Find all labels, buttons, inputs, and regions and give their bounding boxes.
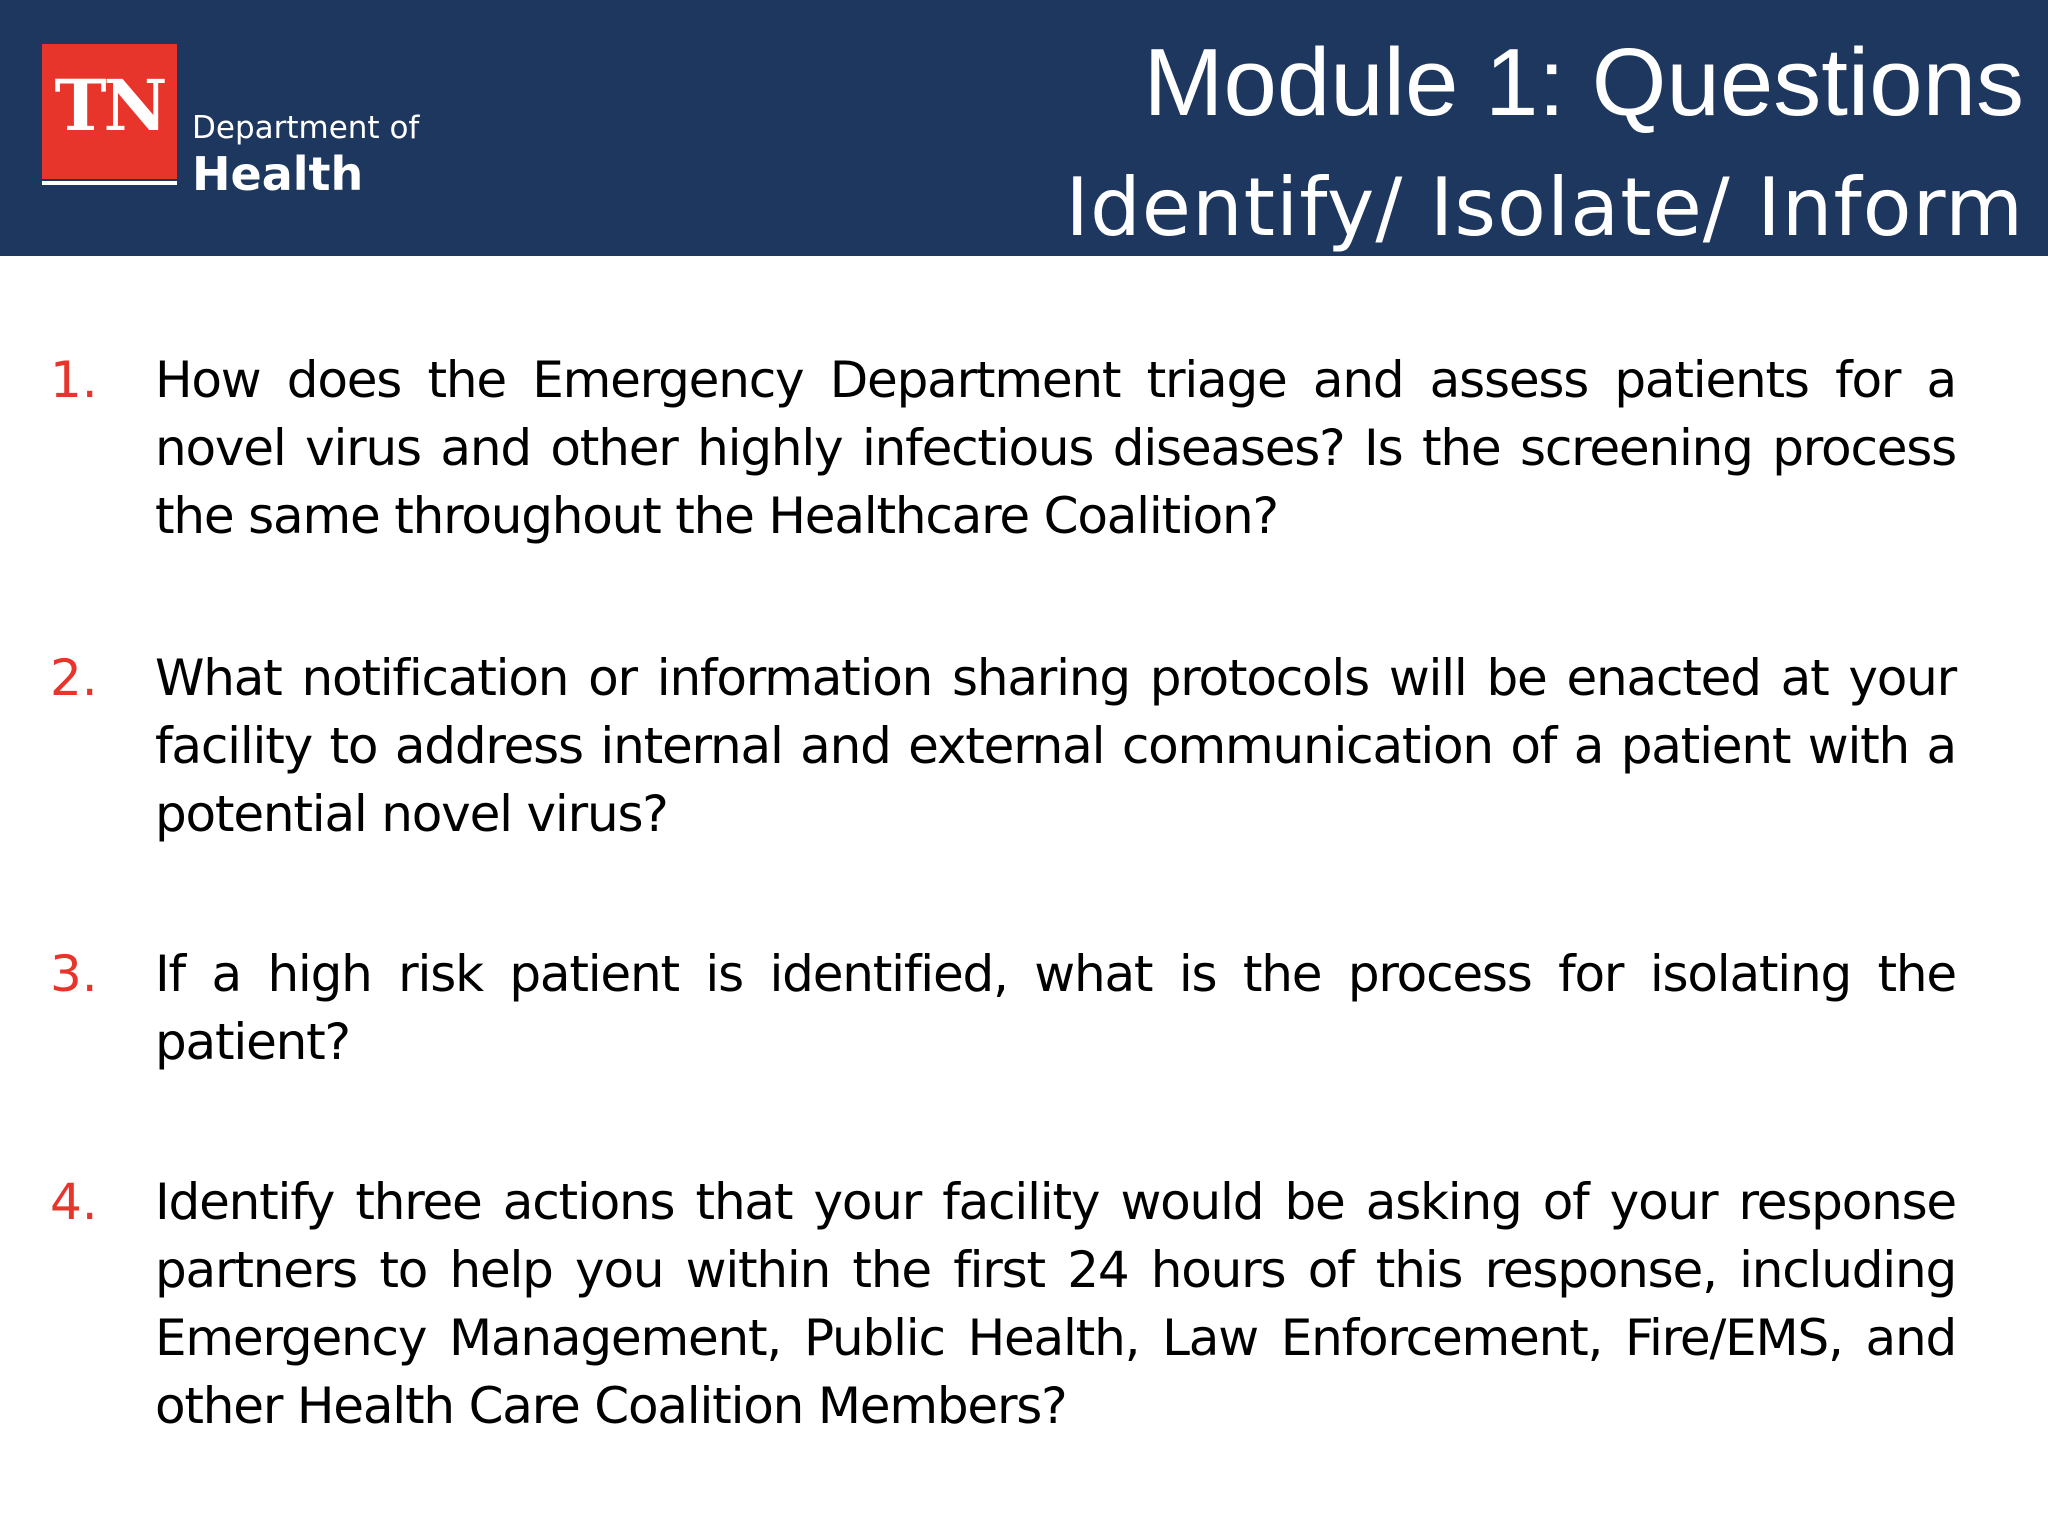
logo-underline [42, 181, 177, 185]
slide-subtitle: Identify/ Isolate/ Inform [1065, 161, 2024, 254]
question-item [50, 1168, 1956, 1440]
slide-title: Module 1: Questions [1143, 29, 2024, 136]
logo-tn-mark: TN [54, 64, 165, 147]
question-number: 3. [50, 945, 98, 1003]
question-text: What notification or information sharing protocols will be enacted at your facility to address internal and external communication of a patient with a potential novel virus? [155, 649, 1956, 843]
question-number: 4. [50, 1173, 98, 1231]
tn-department-of-health-logo [42, 44, 422, 204]
logo-health-text: Health [192, 147, 364, 201]
question-item [50, 644, 1956, 848]
logo-department-text: Department of [192, 110, 420, 146]
question-list [50, 346, 1956, 1440]
question-text: How does the Emergency Department triage and assess patients for a novel virus and other highly infectious diseases? Is the screening process the same throughout the Healthcare Coalition? [155, 351, 1956, 545]
header-bar [0, 0, 2048, 256]
question-number: 2. [50, 649, 98, 707]
question-item [50, 346, 1956, 550]
question-number: 1. [50, 351, 98, 409]
question-text: Identify three actions that your facility would be asking of your response partners to help you within the first 24 hours of this response, including Emergency Management, Public Health, Law Enforcement, Fire/EMS, and other Health Care Coalition Members? [155, 1173, 1956, 1435]
logo-red-box [42, 44, 177, 179]
question-item [50, 940, 1956, 1076]
question-text: If a high risk patient is identified, what is the process for isolating the patient? [155, 945, 1956, 1071]
